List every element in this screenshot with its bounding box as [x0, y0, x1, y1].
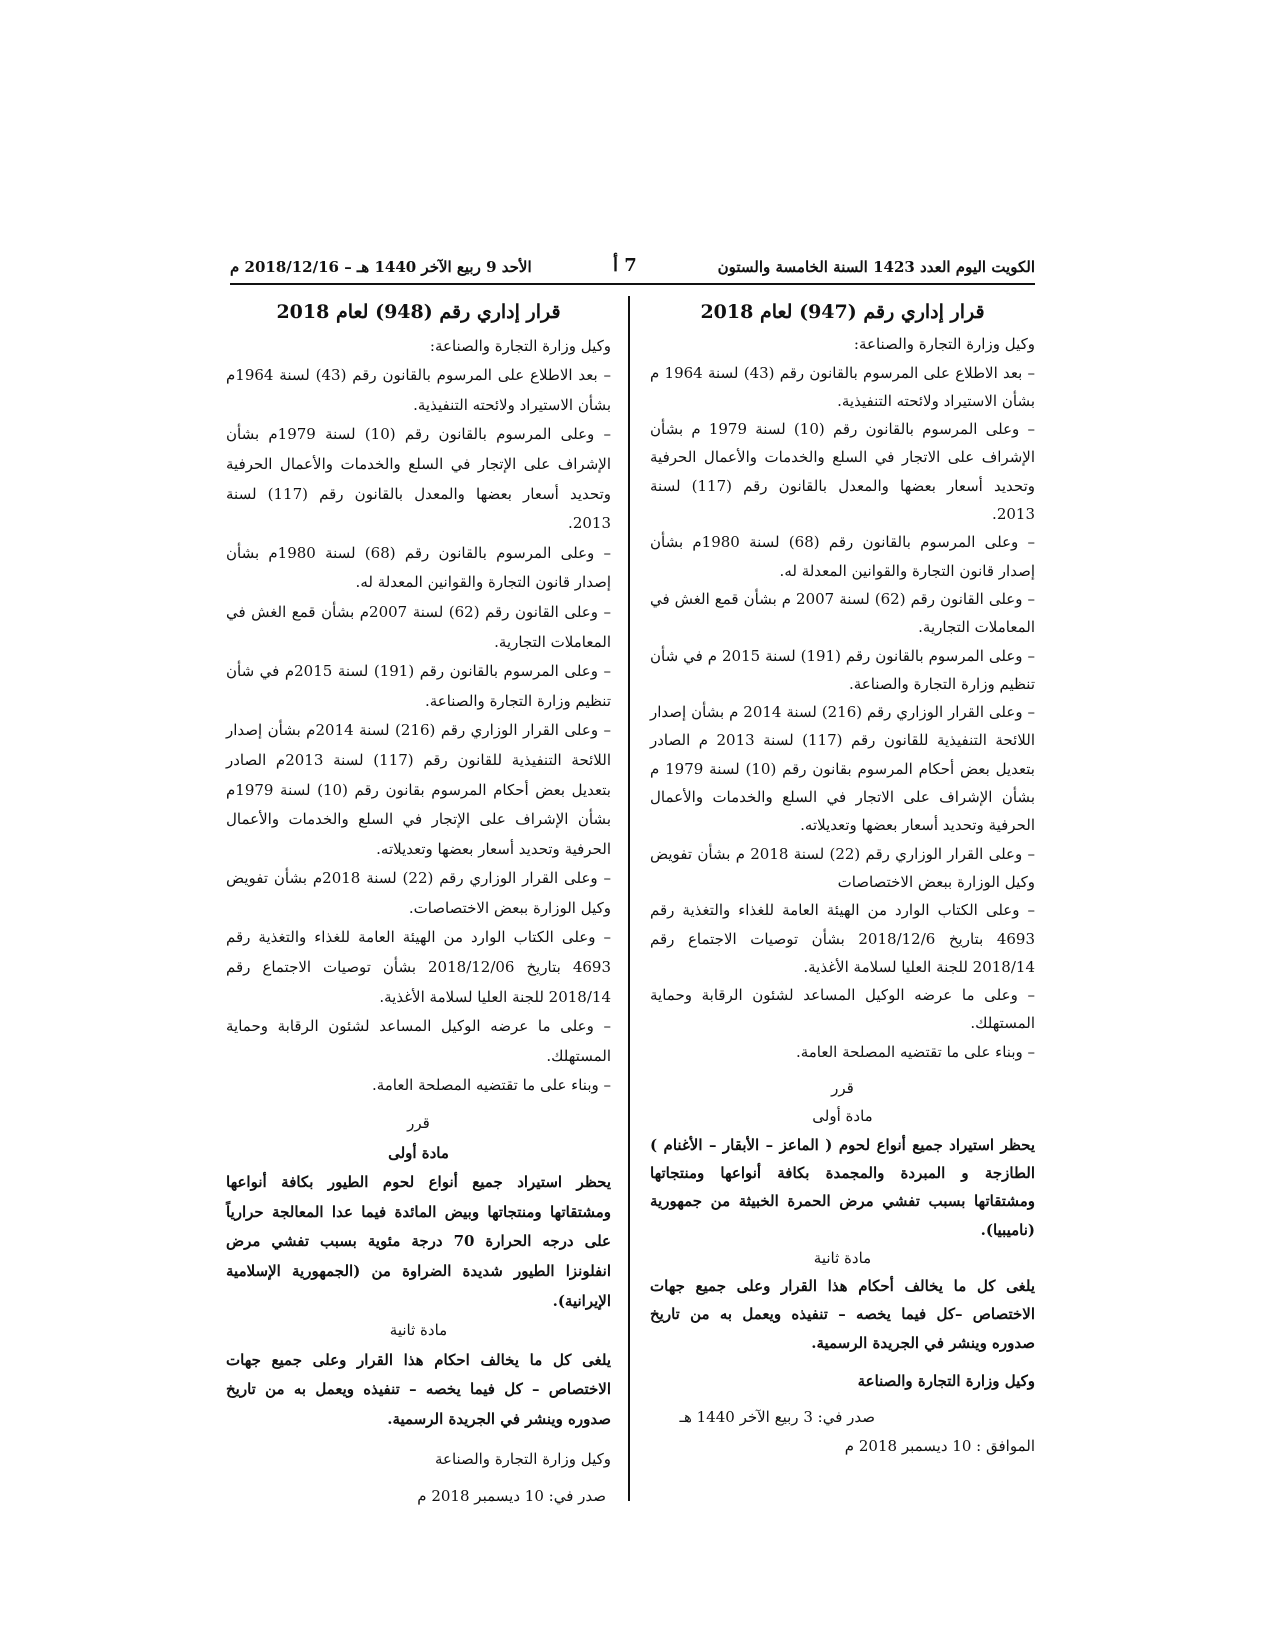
decision-947-clause: – وعلى القرار الوزاري رقم (22) لسنة 2018 م بشأن تفويض وكيل الوزارة ببعض الاختصاصات: [650, 844, 1035, 891]
decision-947-clause: – وعلى الكتاب الوارد من الهيئة العامة للغذاء والتغذية رقم 4693 بتاريخ 2018/12/6 بشأن توصيات الاجتماع رقم 2018/14 للجنة العليا لسلامة الأغذية.: [650, 901, 1035, 976]
decision-948-article2-heading: مادة ثانية: [389, 1321, 448, 1340]
decision-948-clause: – وبناء على ما تقتضيه المصلحة العامة.: [371, 1076, 611, 1095]
decision-948-signature: وكيل وزارة التجارة والصناعة: [434, 1449, 611, 1468]
decision-947-signature: وكيل وزارة التجارة والصناعة: [857, 1371, 1035, 1390]
decision-948-clause: – وعلى القانون رقم (62) لسنة 2007م بشأن قمع الغش في المعاملات التجارية.: [226, 602, 611, 651]
decision-948-clause: – وعلى المرسوم بالقانون رقم (191) لسنة 2015م في شأن تنظيم وزارة التجارة والصناعة.: [226, 662, 611, 710]
decision-947-article2-heading: مادة ثانية: [813, 1248, 872, 1267]
decision-947-clause: – وعلى القانون رقم (62) لسنة 2007 م بشأن قمع الغش في المعاملات التجارية.: [650, 589, 1035, 637]
decision-948-article1-heading: مادة أولى: [388, 1143, 449, 1162]
decision-947-article1-heading: مادة أولى: [812, 1107, 873, 1126]
decision-948-clause: – وعلى المرسوم بالقانون رقم (68) لسنة 1980م بشأن إصدار قانون التجارة والقوانين المعدلة له.: [226, 543, 611, 592]
decision-948-clause: – وعلى الكتاب الوارد من الهيئة العامة للغذاء والتغذية رقم 4693 بتاريخ 2018/12/06 بشأن توصيات الاجتماع رقم 2018/14 للجنة العليا لسلامة الأغذية.: [226, 928, 611, 1006]
decision-948-column: [226, 298, 611, 1512]
decision-947-article2-text: يلغى كل ما يخالف أحكام هذا القرار وعلى جميع جهات الاختصاص –كل فيما يخصه – تنفيذه ويعمل به من تاريخ صدوره وينشر في الجريدة الرسمية.: [650, 1277, 1035, 1352]
decision-948-issued-date: صدر في: 10 ديسمبر 2018 م: [417, 1487, 606, 1506]
decision-947-title: قرار إداري رقم (947) لعام 2018: [700, 301, 985, 323]
decision-947-clause: – وعلى ما عرضه الوكيل المساعد لشئون الرقابة وحماية المستهلك.: [650, 986, 1035, 1033]
decision-947-decided: قرر: [831, 1079, 854, 1098]
decision-947-clause: – بعد الاطلاع على المرسوم بالقانون رقم (43) لسنة 1964 م بشأن الاستيراد ولائحته التنفيذية.: [650, 363, 1035, 410]
decision-948-clause: – بعد الاطلاع على المرسوم بالقانون رقم (43) لسنة 1964م بشأن الاستيراد ولائحته التنفيذية.: [226, 366, 611, 414]
decision-947-issued-date: صدر في: 3 ربيع الآخر 1440 هـ: [679, 1408, 875, 1427]
decision-948-title: قرار إداري رقم (948) لعام 2018: [276, 301, 561, 323]
decision-947-corresponding-date: الموافق : 10 ديسمبر 2018 م: [844, 1436, 1035, 1455]
column-divider: [628, 296, 630, 1501]
decision-947-clause: – وعلى القرار الوزاري رقم (216) لسنة 2014 م بشأن إصدار اللائحة التنفيذية للقانون رقم (117) لسنة 2013 م الصادر بتعديل بعض أحكام المرسوم بقانون رقم (10) لسنة 1979 م بشأن الإشراف على الاتجار في السلع والخدمات والأعمال الحرفية وتحديد أسعار بعضها وتعديلاته.: [650, 703, 1035, 835]
decision-947-clause: – وعلى المرسوم بالقانون رقم (10) لسنة 1979 م بشأن الإشراف على الاتجار في السلع والخدمات والأعمال الحرفية وتحديد أسعار بعضها والمعدل بالقانون رقم (117) لسنة 2013.: [650, 420, 1035, 524]
decision-947-intro: وكيل وزارة التجارة والصناعة:: [853, 335, 1035, 354]
decision-948-clause: – وعلى القرار الوزاري رقم (216) لسنة 2014م بشأن إصدار اللائحة التنفيذية للقانون رقم (117) لسنة 2013م الصادر بتعديل بعض أحكام المرسوم بقانون رقم (10) لسنة 1979م بشأن الإشراف على الإتجار في السلع والخدمات والأعمال الحرفية وتحديد أسعار بعضها وتعديلاته.: [226, 721, 611, 858]
decision-948-article1-text: يحظر استيراد جميع أنواع لحوم الطيور بكافة أنواعها ومشتقاتها ومنتجاتها وبيض المائدة فيما عدا المعالجة حرارياً على درجه الحرارة 70 درجة مئوية بسبب تفشي مرض انفلونزا الطيور شديدة الضراوة من (الجمهورية الإسلامية الإيرانية).: [226, 1173, 611, 1310]
decision-948-decided: قرر: [407, 1114, 430, 1133]
decision-948-intro: وكيل وزارة التجارة والصناعة:: [429, 336, 611, 355]
header-page-number: 7 أ: [613, 255, 637, 276]
header-issue-info: الكويت اليوم العدد 1423 السنة الخامسة والستون: [717, 258, 1035, 276]
decision-947-column: [650, 298, 1035, 1460]
page-header: [230, 255, 1035, 284]
decision-947-article1-text: يحظر استيراد جميع أنواع لحوم ( الماعز – الأبقار – الأغنام ) الطازجة و المبردة والمجمدة بكافة أنواعها ومنتجاتها ومشتقاتها بسبب تفشي مرض الحمرة الخبيثة من جمهورية (ناميبيا).: [650, 1135, 1035, 1239]
decision-948-clause: – وعلى القرار الوزاري رقم (22) لسنة 2018م بشأن تفويض وكيل الوزارة ببعض الاختصاصات.: [226, 869, 611, 917]
decision-947-clause: – وعلى المرسوم بالقانون رقم (68) لسنة 1980م بشأن إصدار قانون التجارة والقوانين المعدلة له.: [650, 533, 1035, 580]
decision-948-article2-text: يلغى كل ما يخالف احكام هذا القرار وعلى جميع جهات الاختصاص – كل فيما يخصه – تنفيذه ويعمل به من تاريخ صدوره وينشر في الجريدة الرسمية.: [226, 1350, 611, 1428]
decision-948-clause: – وعلى المرسوم بالقانون رقم (10) لسنة 1979م بشأن الإشراف على الإتجار في السلع والخدمات والأعمال الحرفية وتحديد أسعار بعضها والمعدل بالقانون رقم (117) لسنة 2013.: [226, 425, 611, 533]
decision-947-clause: – وعلى المرسوم بالقانون رقم (191) لسنة 2015 م في شأن تنظيم وزارة التجارة والصناعة.: [650, 646, 1035, 693]
header-date: الأحد 9 ربيع الآخر 1440 هـ – 2018/12/16 م: [230, 258, 532, 276]
decision-947-clause: – وبناء على ما تقتضيه المصلحة العامة.: [795, 1042, 1035, 1061]
header-rule: [230, 283, 1035, 285]
decision-948-clause: – وعلى ما عرضه الوكيل المساعد لشئون الرقابة وحماية المستهلك.: [226, 1017, 611, 1065]
